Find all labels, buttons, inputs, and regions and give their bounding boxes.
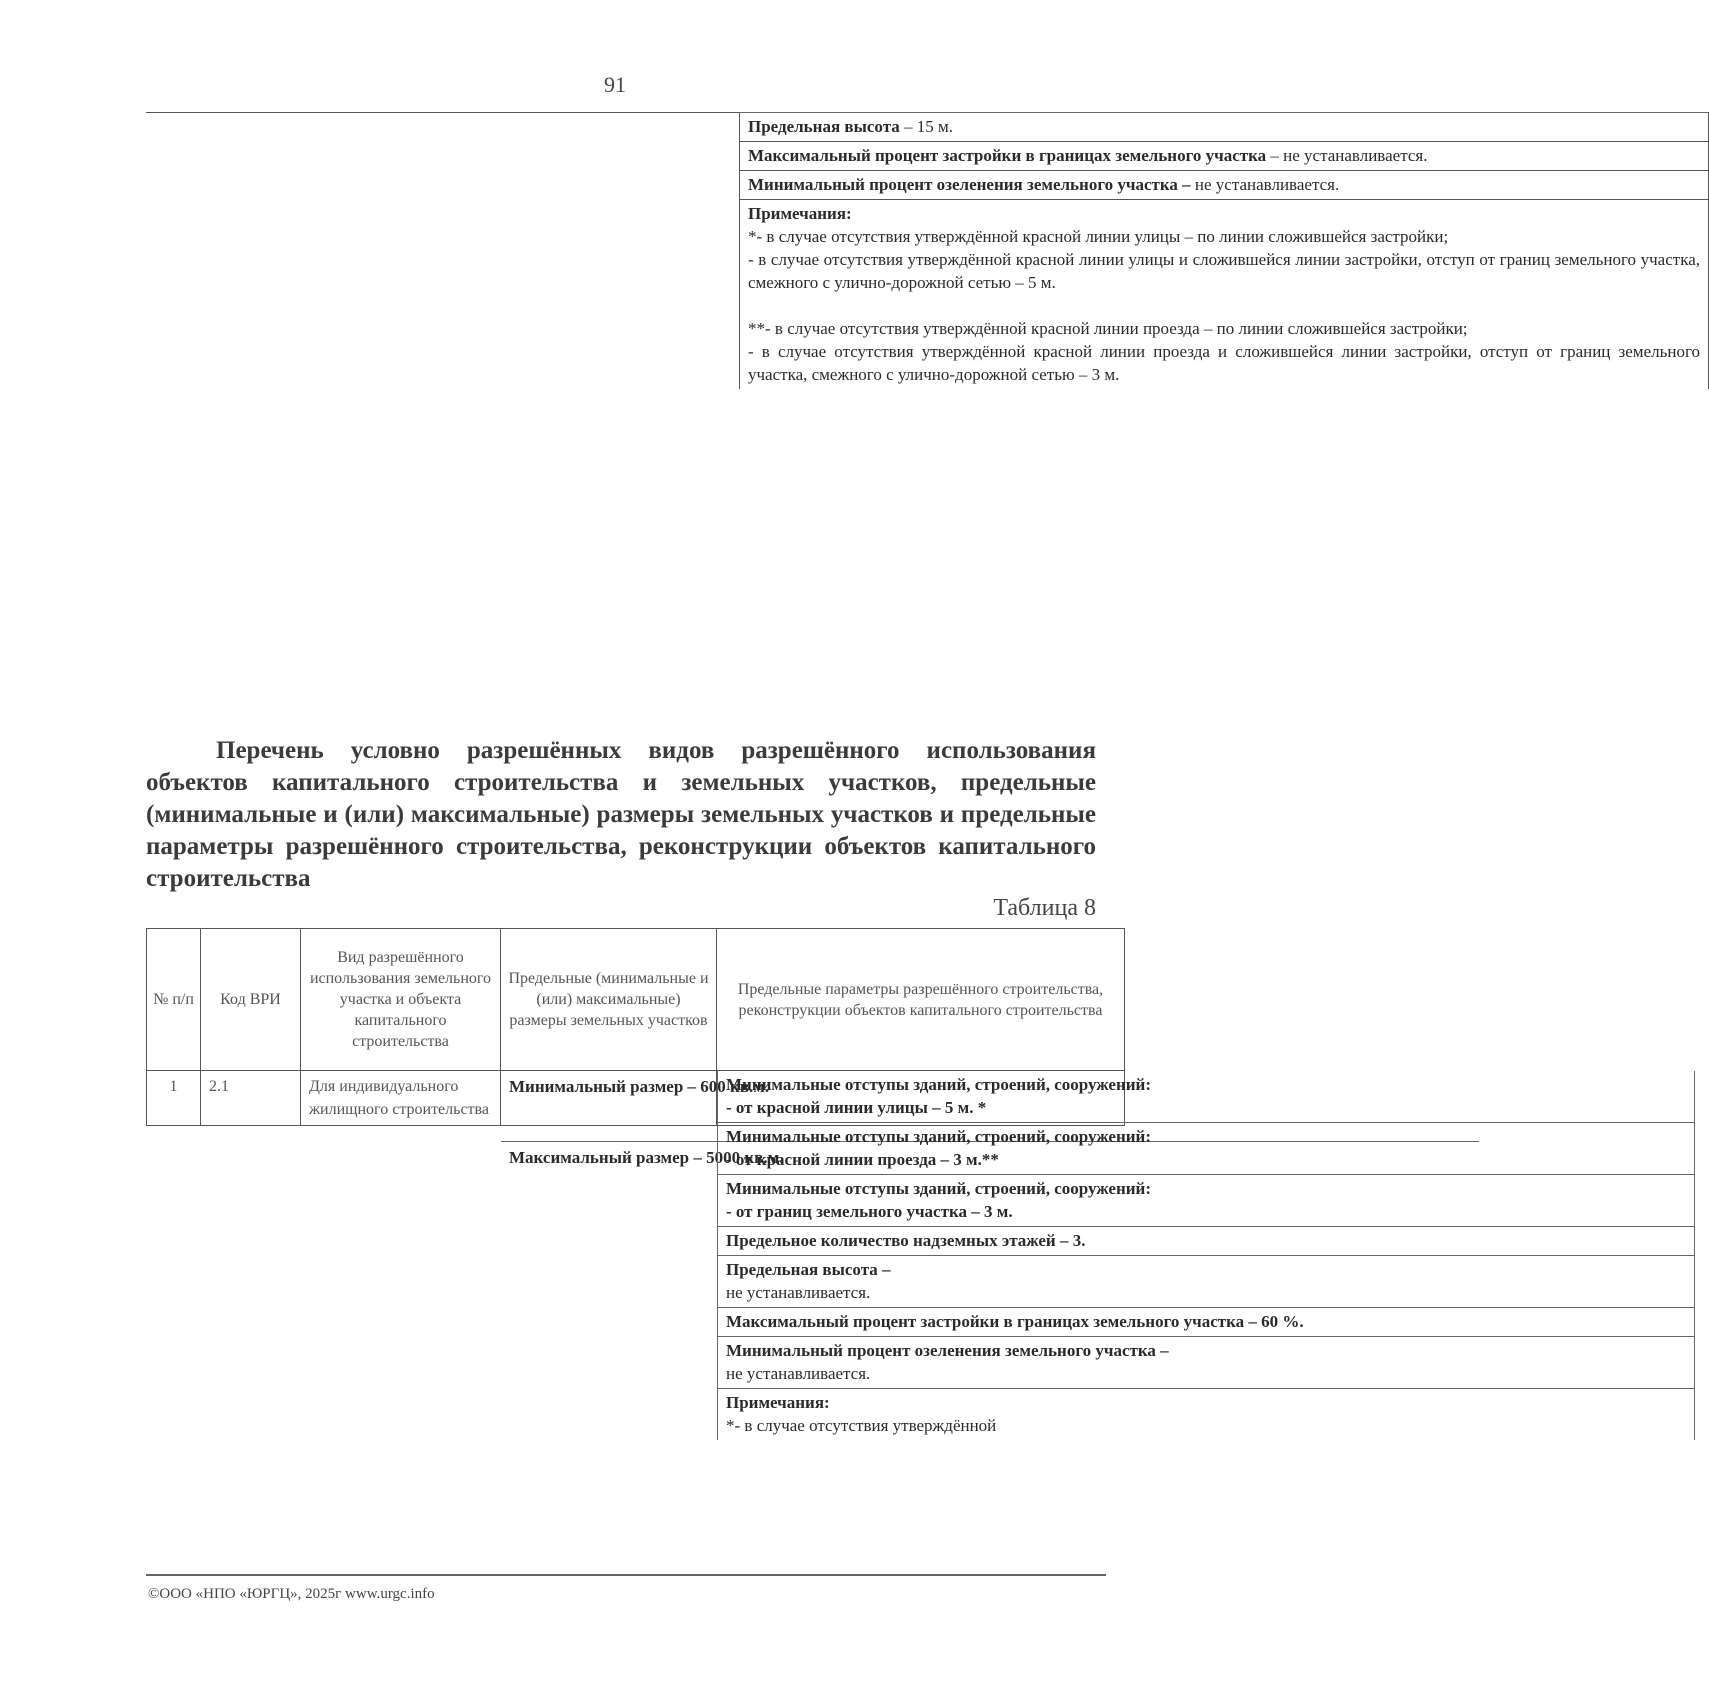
param-label: Предельная высота – bbox=[726, 1260, 891, 1279]
header-sizes: Предельные (минимальные и (или) максимальные) размеры земельных участков bbox=[501, 929, 717, 1071]
note-line: *- в случае отсутствия утверждённой красной линии улицы – по линии сложившейся застройки; bbox=[748, 227, 1449, 246]
header-params: Предельные параметры разрешённого строительства, реконструкции объектов капитального строительства bbox=[717, 929, 1125, 1071]
param-value: - от красной линии проезда – 3 м.** bbox=[726, 1150, 999, 1169]
header-num: № п/п bbox=[147, 929, 201, 1071]
param-value: не устанавливается. bbox=[726, 1283, 871, 1302]
section-heading bbox=[146, 735, 1096, 895]
header-code: Код ВРИ bbox=[201, 929, 301, 1071]
param-item bbox=[718, 1308, 1695, 1337]
param-item bbox=[740, 113, 1709, 142]
empty-cell bbox=[200, 112, 300, 113]
size-min: Минимальный размер – 600 кв.м. bbox=[501, 1071, 1479, 1142]
param-item bbox=[718, 1175, 1695, 1227]
param-label: Минимальный процент озеленения земельного участка – bbox=[726, 1341, 1169, 1360]
param-item bbox=[718, 1337, 1695, 1389]
note-line: - в случае отсутствия утверждённой красной линии проезда и сложившейся линии застройки, отступ от границ земельного участка, смежного с улично-дорожной сетью – 3 м. bbox=[748, 342, 1700, 384]
param-item bbox=[740, 142, 1709, 171]
param-value: – 15 м. bbox=[899, 117, 954, 136]
page-number: 91 bbox=[604, 72, 626, 97]
note-line: **- в случае отсутствия утверждённой красной линии проезда – по линии сложившейся застройки; bbox=[748, 319, 1468, 338]
param-label: Максимальный процент застройки в границах земельного участка – 60 %. bbox=[726, 1312, 1304, 1331]
note-line: - в случае отсутствия утверждённой красной линии улицы и сложившейся линии застройки, отступ от границ земельного участка, смежного с улично-дорожной сетью – 5 м. bbox=[748, 250, 1700, 292]
empty-cell bbox=[300, 112, 503, 113]
param-value: - от границ земельного участка – 3 м. bbox=[726, 1202, 1013, 1221]
section-heading-text: Перечень условно разрешённых видов разрешённого использования объектов капитального строительства и земельных участков, предельные (минимальные и (или) максимальные) размеры земельных участков и предельные параметры разрешённого строительства, реконструкции объектов капитального строительства bbox=[146, 737, 1096, 892]
param-label: Минимальный процент озеленения земельного участка – bbox=[748, 175, 1191, 194]
param-label: Максимальный процент застройки в границах земельного участка bbox=[748, 146, 1267, 165]
param-label: Минимальные отступы зданий, строений, сооружений: bbox=[726, 1127, 1151, 1146]
continuation-table bbox=[146, 112, 1700, 384]
empty-cell bbox=[147, 112, 200, 113]
param-value: не устанавливается. bbox=[726, 1364, 871, 1383]
note-line: *- в случае отсутствия утверждённой bbox=[726, 1416, 997, 1435]
empty-cell bbox=[503, 112, 739, 113]
size-max: Максимальный размер – 5000 кв.м. bbox=[509, 1148, 784, 1167]
notes bbox=[718, 1389, 1695, 1441]
notes-title: Примечания: bbox=[748, 204, 852, 223]
param-item bbox=[718, 1071, 1695, 1123]
main-table bbox=[146, 928, 1304, 1435]
param-label: Предельная высота bbox=[748, 117, 900, 136]
footer-copyright: ©ООО «НПО «ЮРГЦ», 2025г www.urgc.info bbox=[148, 1586, 435, 1602]
notes bbox=[740, 200, 1709, 390]
row-number: 1 bbox=[147, 1071, 201, 1126]
param-label: Минимальные отступы зданий, строений, сооружений: bbox=[726, 1075, 1151, 1094]
sizes-cell bbox=[501, 1071, 784, 1167]
header-use: Вид разрешённого использования земельного участка и объекта капитального строительства bbox=[301, 929, 501, 1071]
params-cell bbox=[717, 1071, 1304, 1435]
notes-title: Примечания: bbox=[726, 1393, 830, 1412]
param-item bbox=[718, 1227, 1695, 1256]
header-row bbox=[147, 929, 1125, 1071]
table-row bbox=[147, 112, 1117, 113]
param-value: не устанавливается. bbox=[1190, 175, 1340, 194]
param-value: – не устанавливается. bbox=[1266, 146, 1428, 165]
param-value: - от красной линии улицы – 5 м. * bbox=[726, 1098, 987, 1117]
params-list bbox=[717, 1071, 1695, 1440]
table-row bbox=[147, 1071, 1125, 1126]
param-item bbox=[718, 1123, 1695, 1175]
row-use: Для индивидуального жилищного строительства bbox=[301, 1071, 501, 1126]
param-item bbox=[718, 1256, 1695, 1308]
params-list bbox=[739, 112, 1709, 389]
row-code: 2.1 bbox=[201, 1071, 301, 1126]
param-label: Минимальные отступы зданий, строений, сооружений: bbox=[726, 1179, 1151, 1198]
param-label: Предельное количество надземных этажей – 3. bbox=[726, 1231, 1086, 1250]
footer-divider bbox=[146, 1574, 1106, 1576]
table-caption: Таблица 8 bbox=[993, 895, 1096, 921]
param-item bbox=[740, 171, 1709, 200]
params-cell bbox=[739, 112, 1700, 384]
